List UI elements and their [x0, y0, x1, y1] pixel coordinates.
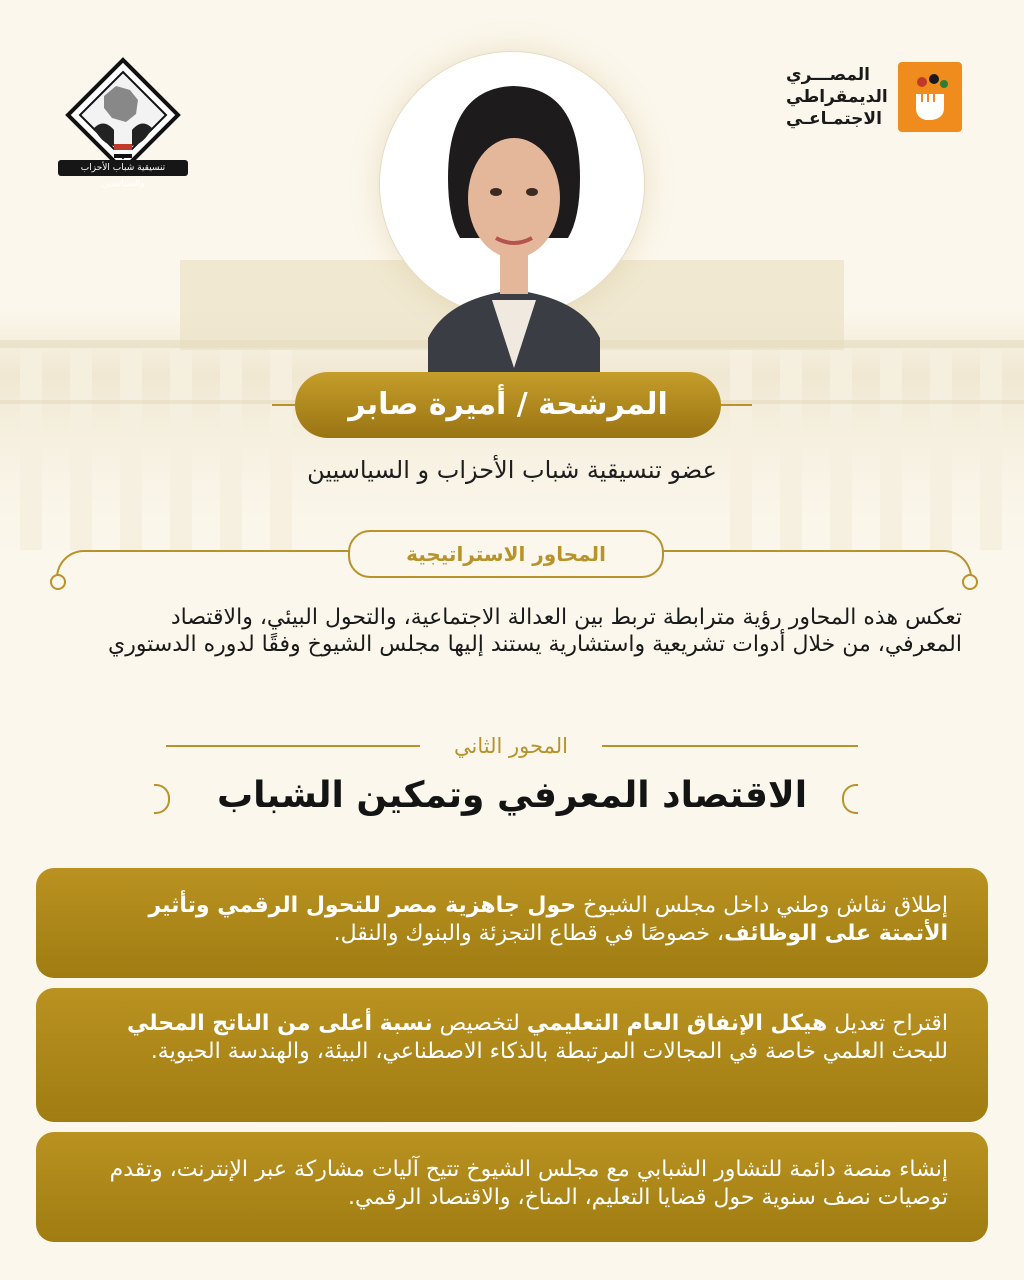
axis-label: المحور الثاني [454, 734, 568, 758]
card-bold-text: نسبة أعلى من الناتج المحلي [127, 1011, 433, 1036]
proposal-card [36, 868, 988, 978]
axis-title: الاقتصاد المعرفي وتمكين الشباب [216, 775, 808, 816]
axis-divider-line [166, 745, 420, 747]
strategic-intro: تعكس هذه المحاور رؤية مترابطة تربط بين العدالة الاجتماعية، والتحول البيئي، والاقتصاد المعرفي، من خلال أدوات تشريعية واستشارية يستند إليها مجلس الشيوخ وفقًا لدوره الدستوري [108, 605, 962, 657]
candidate-name: المرشحة / أميرة صابر [295, 372, 721, 438]
card-text: لتخصيص [432, 1011, 527, 1036]
fist-icon [898, 62, 962, 132]
party-logo-line: المصـــري [786, 65, 870, 85]
card-text: ، خصوصًا في قطاع التجزئة والبنوك والنقل. [333, 921, 725, 946]
card-text: إطلاق نقاش وطني داخل مجلس الشيوخ [576, 893, 948, 918]
card-text: إنشاء منصة دائمة للتشاور الشبابي مع مجلس الشيوخ تتيح آليات مشاركة عبر الإنترنت، وتقدم توصيات نصف سنوية حول قضايا التعليم، المناخ، والاقتصاد الرقمي. [109, 1157, 948, 1210]
candidate-portrait [408, 68, 620, 398]
card-text: اقتراح تعديل [827, 1011, 948, 1036]
card-bold-text: حول جاهزية مصر للتحول الرقمي وتأثير الأتمتة على الوظائف [148, 893, 948, 946]
frame-dot [50, 574, 66, 590]
axis-divider-line [602, 745, 858, 747]
strategic-axes-title: المحاور الاستراتيجية [348, 530, 664, 578]
card-text: للبحث العلمي خاصة في المجالات المرتبطة بالذكاء الاصطناعي، البيئة، والهندسة الحيوية. [150, 1039, 948, 1064]
proposal-card [36, 1132, 988, 1242]
party-logo-text [786, 64, 888, 130]
frame-dot [962, 574, 978, 590]
card-bold-text: هيكل الإنفاق العام التعليمي [526, 1011, 828, 1036]
party-logo-line: الديمقراطي [786, 87, 888, 107]
party-logo [786, 62, 970, 132]
party-logo-line: الاجتمـاعـي [786, 109, 882, 129]
proposal-card [36, 988, 988, 1122]
youth-coordination-caption: تنسيقية شباب الأحزاب والسياسيين [58, 160, 188, 176]
candidate-role: عضو تنسيقية شباب الأحزاب و السياسيين [307, 456, 717, 484]
